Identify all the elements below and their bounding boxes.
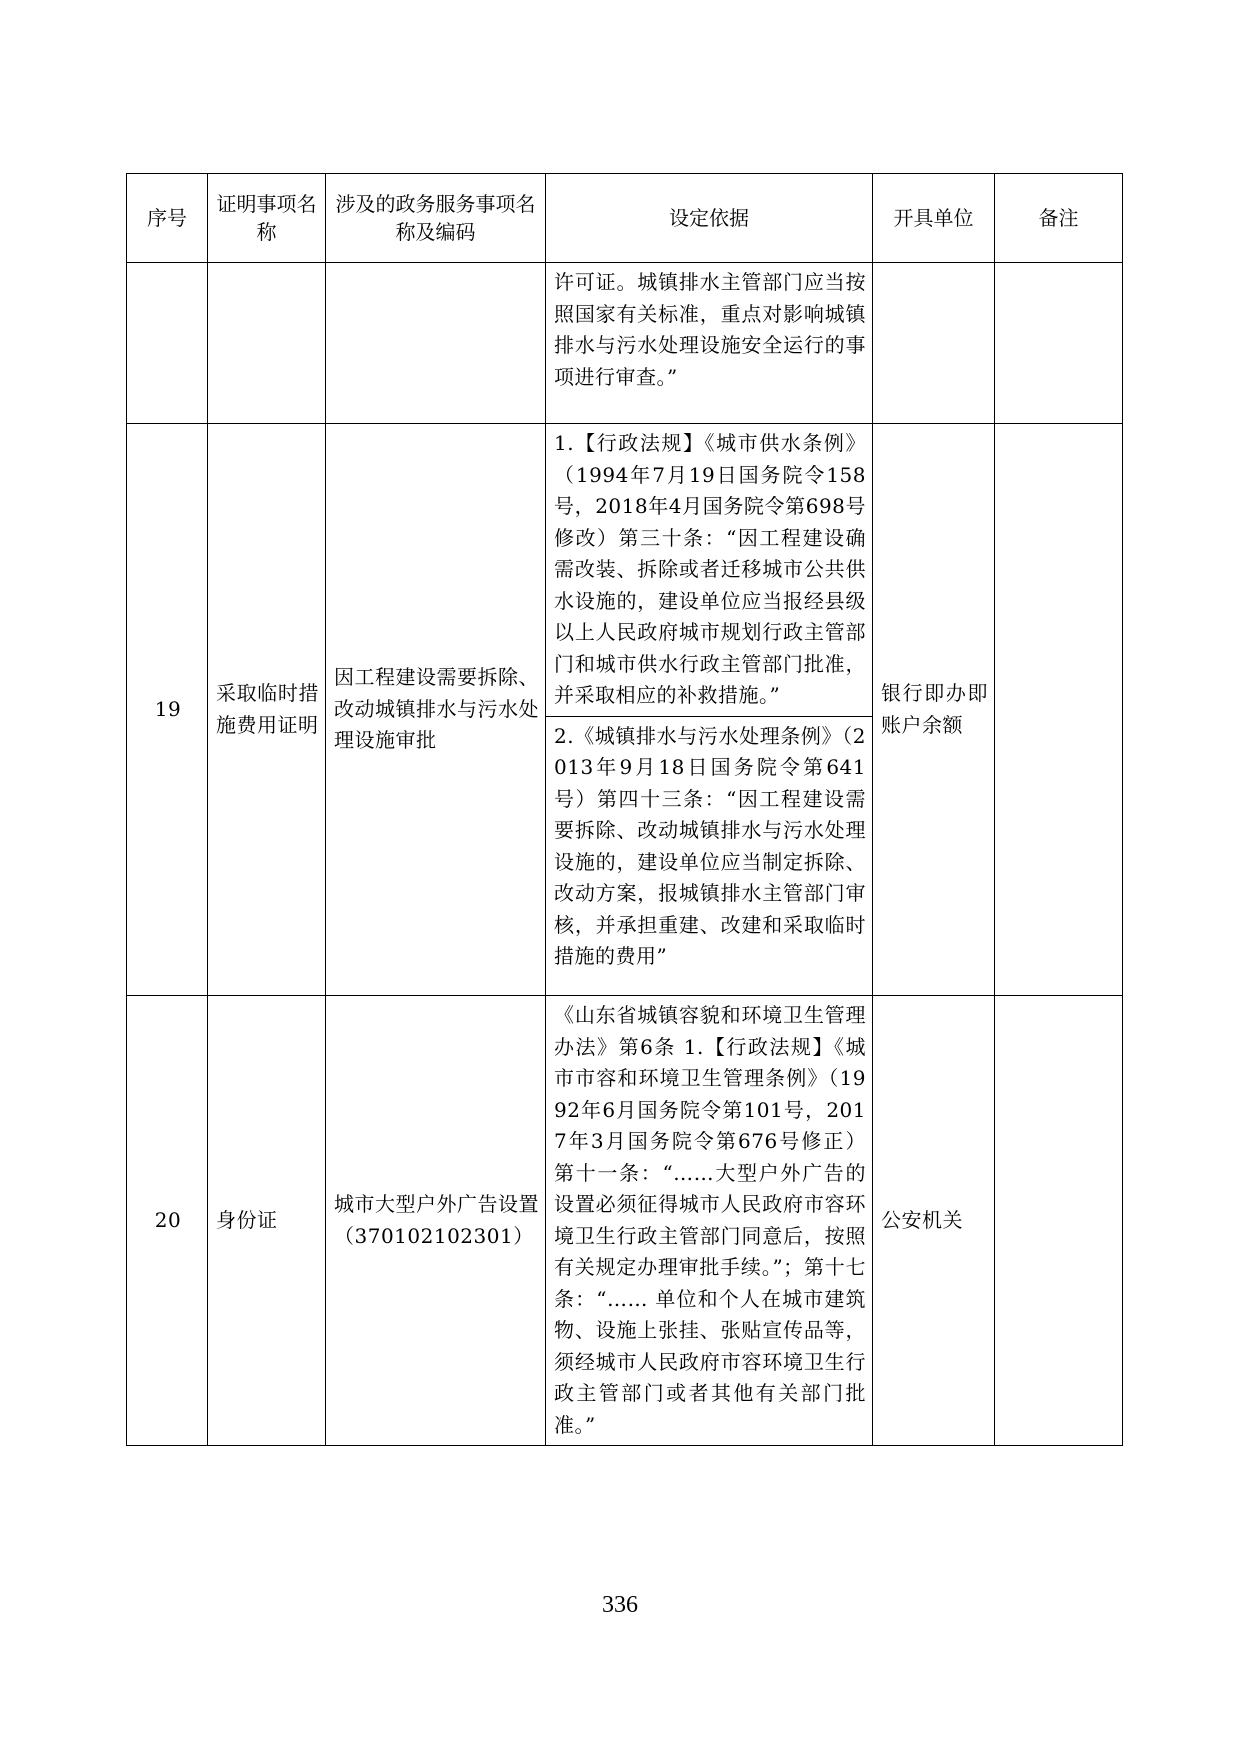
remark-cell xyxy=(995,424,1123,996)
issuer-cell: 银行即办即账户余额 xyxy=(873,424,995,996)
item-cell: 身份证 xyxy=(208,996,326,1446)
item-cell xyxy=(208,263,326,424)
header-service: 涉及的政务服务事项名称及编码 xyxy=(326,174,546,263)
table-row xyxy=(127,424,1123,996)
remark-cell xyxy=(995,263,1123,424)
service-cell: 城市大型户外广告设置（370102102301） xyxy=(326,996,546,1446)
basis-cell xyxy=(546,996,873,1446)
header-basis: 设定依据 xyxy=(546,174,873,263)
header-remark: 备注 xyxy=(995,174,1123,263)
seq-cell: 19 xyxy=(127,424,208,996)
table-row xyxy=(127,996,1123,1446)
header-issuer: 开具单位 xyxy=(873,174,995,263)
table-row xyxy=(127,263,1123,424)
remark-cell xyxy=(995,996,1123,1446)
issuer-cell xyxy=(873,263,995,424)
item-cell: 采取临时措施费用证明 xyxy=(208,424,326,996)
service-cell: 因工程建设需要拆除、改动城镇排水与污水处理设施审批 xyxy=(326,424,546,996)
service-cell xyxy=(326,263,546,424)
header-seq: 序号 xyxy=(127,174,208,263)
basis-text: 《山东省城镇容貌和环境卫生管理办法》第6条 1.【行政法规】《城市市容和环境卫生管理条例》（1992年6月国务院令第101号，2017年3月国务院令第676号修正）第十一条：“……大型户外广告的设置必须征得城市人民政府市容环境卫生行政主管部门同意后，按照有关规定办理审批手续。”；第十七条：“…… 单位和个人在城市建筑物、设施上张挂、张贴宣传品等，须经城市人民政府市容环境卫生行政主管部门或者其他有关部门批准。” xyxy=(554,1003,866,1437)
page-number: 336 xyxy=(602,1592,638,1618)
table-header-row xyxy=(127,174,1123,263)
issuer-cell: 公安机关 xyxy=(873,996,995,1446)
basis-text: 许可证。城镇排水主管部门应当按照国家有关标准，重点对影响城镇排水与污水处理设施安全运行的事项进行审查。” xyxy=(554,270,866,389)
basis-text: 2.《城镇排水与污水处理条例》（2013年9月18日国务院令第641号）第四十三条：“因工程建设需要拆除、改动城镇排水与污水处理设施的，建设单位应当制定拆除、改动方案，报城镇排水主管部门审核，并承担重建、改建和采取临时措施的费用” xyxy=(554,723,866,968)
basis-cell xyxy=(546,263,873,424)
seq-cell: 20 xyxy=(127,996,208,1446)
seq-cell xyxy=(127,263,208,424)
certificate-items-table xyxy=(126,173,1123,1446)
basis-cell xyxy=(546,424,873,996)
header-item: 证明事项名称 xyxy=(208,174,326,263)
basis-text: 1.【行政法规】《城市供水条例》（1994年7月19日国务院令158号，2018年4月国务院令第698号修改）第三十条：“因工程建设确需改装、拆除或者迁移城市公共供水设施的，建设单位应当报经县级以上人民政府城市规划行政主管部门和城市供水行政主管部门批准，并采取相应的补救措施。” xyxy=(546,424,872,717)
